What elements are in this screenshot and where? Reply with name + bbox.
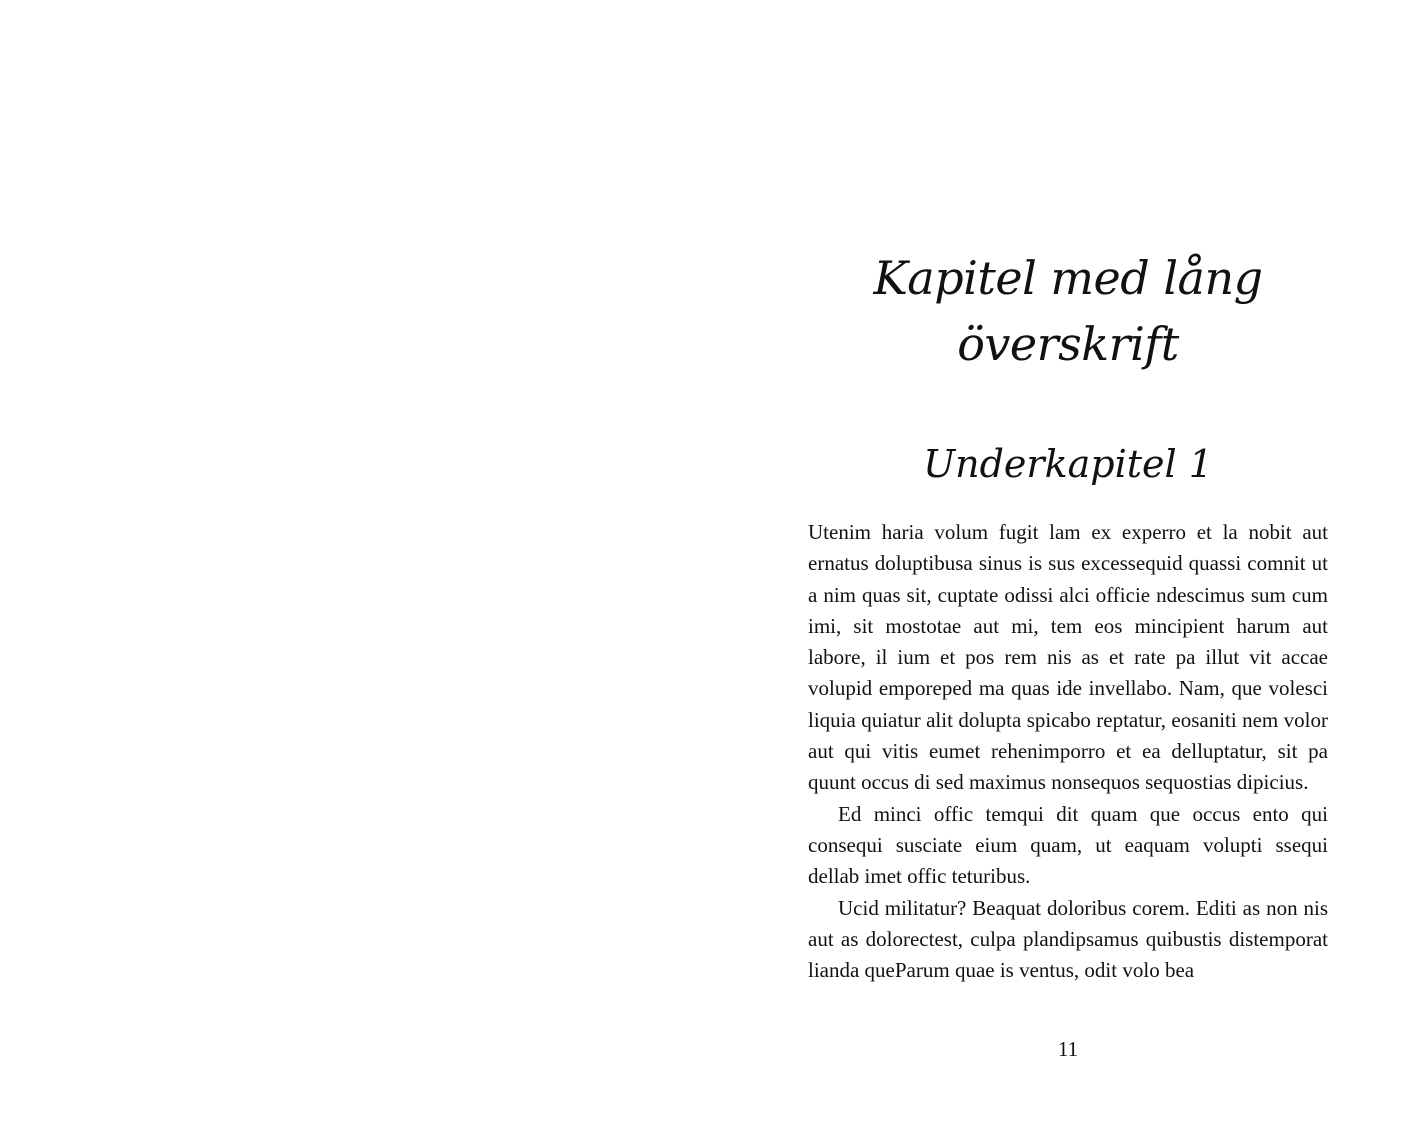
page-number: 11 — [1057, 1037, 1079, 1061]
body-text — [808, 517, 1328, 986]
chapter-title-line-1: Kapitel med lång — [873, 251, 1263, 305]
subchapter-title: Underkapitel 1 — [923, 442, 1213, 486]
paragraph-3: Ucid militatur? Beaquat doloribus corem. Editi as non nis aut as dolorectest, culpa plandipsamus quibustis distemporat lianda queParum quae is ventus, odit volo bea — [808, 895, 1328, 983]
left-page-blank — [0, 0, 708, 1122]
chapter-title-line-2: överskrift — [957, 317, 1179, 371]
chapter-title — [808, 245, 1328, 377]
paragraph-1: Utenim haria volum fugit lam ex experro et la nobit aut ernatus doluptibusa sinus is sus excessequid quassi comnit ut a nim quas sit, cuptate odissi alci officie ndescimus sum cum imi, sit mostotae aut mi, tem eos mincipient harum aut labore, il ium et pos rem nis as et rate pa illut vit accae volupid emporeped ma quas ide invellabo. Nam, que volesci liquia quiatur alit dolupta spicabo reptatur, eosaniti nem volor aut qui vitis eumet rehenimporro et ea delluptatur, sit pa quunt occus di sed maximus nonsequos sequostias dipicius. — [808, 520, 1328, 795]
right-page — [708, 0, 1417, 1122]
paragraph-2: Ed minci offic temqui dit quam que occus ento qui consequi susciate eium quam, ut eaquam volupti ssequi dellab imet offic teturibus. — [808, 801, 1328, 889]
